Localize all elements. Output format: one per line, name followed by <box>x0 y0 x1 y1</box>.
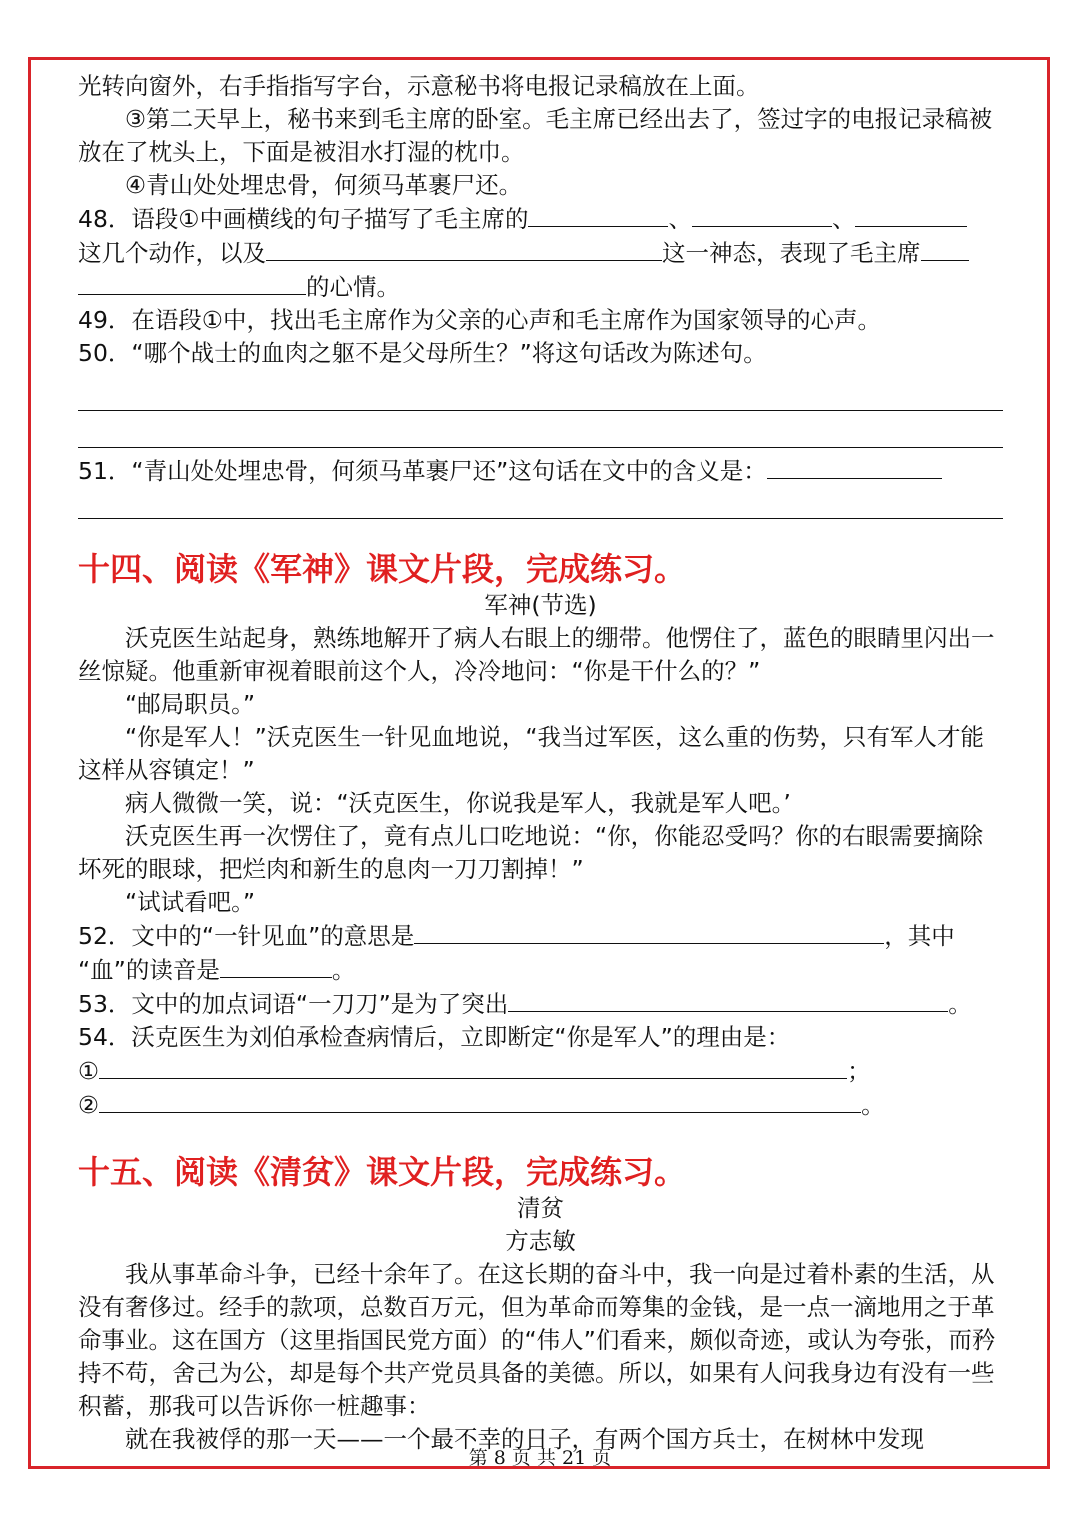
junshen-para-4: 病人微微一笑，说：“沃克医生，你说我是军人，我就是军人吧。’ <box>125 789 791 817</box>
section-15-title: 十五、阅读《清贫》课文片段，完成练习。 <box>78 1153 687 1191</box>
q48-blank-6[interactable] <box>78 270 306 295</box>
q48-sep-1: 、 <box>668 205 692 233</box>
q54-mark-1: ① <box>78 1057 100 1085</box>
q52-text-3: “血”的读音是 <box>78 956 220 984</box>
qingpin-para-2: 就在我被俘的那一天——一个最不幸的日子，有两个国方兵士，在树林中发现 <box>125 1425 924 1453</box>
q54-item-1 <box>78 1054 1003 1088</box>
q48-blank-2[interactable] <box>692 202 832 227</box>
q54-blank-1[interactable] <box>99 1054 847 1079</box>
junshen-para-2: “邮局职员。” <box>125 690 256 718</box>
q48-text-4: 的心情。 <box>306 273 400 301</box>
q52-text-1: 52．文中的“一针见血”的意思是 <box>78 922 415 950</box>
question-53 <box>78 987 1003 1021</box>
q48-text-1: 48．语段①中画横线的句子描写了毛主席的 <box>78 205 529 233</box>
junshen-para-3: “你是军人！”沃克医生一针见血地说，“我当过军医，这么重的伤势，只有军人才能这样从容镇定！” <box>78 723 985 784</box>
question-48 <box>78 202 1003 304</box>
q51-text: 51．“青山处处埋忠骨，何须马革裹尸还”这句话在文中的含义是： <box>78 457 767 485</box>
q51-blank[interactable] <box>767 454 942 479</box>
q48-sep-2: 、 <box>831 205 856 233</box>
q54-mark-2: ② <box>78 1091 100 1119</box>
q48-text-2: 这几个动作，以及 <box>78 239 266 267</box>
q52-blank-2[interactable] <box>220 953 332 978</box>
q52-blank-1[interactable] <box>414 919 884 944</box>
q52-text-4: 。 <box>331 956 356 984</box>
junshen-para-6: “试试看吧。” <box>125 888 256 916</box>
q54-end-1: ； <box>847 1057 871 1085</box>
passage-title-qingpin: 清贫 <box>517 1194 564 1222</box>
passage-author: 方志敏 <box>505 1227 576 1255</box>
q54-end-2: 。 <box>861 1091 885 1119</box>
passage-title-junshen: 军神(节选) <box>484 591 597 619</box>
q52-text-2: ，其中 <box>884 922 955 950</box>
q48-blank-3[interactable] <box>855 202 967 227</box>
q48-blank-4[interactable] <box>266 236 662 261</box>
junshen-para-1: 沃克医生站起身，熟练地解开了病人右眼上的绷带。他愣住了，蓝色的眼睛里闪出一丝惊疑。他重新审视着眼前这个人，冷冷地问：“你是干什么的？” <box>78 624 995 685</box>
passage-line-continued: 光转向窗外，右手指指写字台，示意秘书将电报记录稿放在上面。 <box>78 72 760 100</box>
q54-item-2 <box>78 1088 1003 1122</box>
passage-para-4: ④青山处处埋忠骨，何须马革裹尸还。 <box>125 171 523 199</box>
question-51 <box>78 454 1003 488</box>
q50-answer-line-2[interactable] <box>78 417 1003 448</box>
question-54: 54．沃克医生为刘伯承检查病情后，立即断定“你是军人”的理由是： <box>78 1023 791 1051</box>
worksheet-content <box>78 70 1003 1456</box>
question-52 <box>78 919 1003 987</box>
q48-blank-5[interactable] <box>921 236 969 261</box>
qingpin-para-1: 我从事革命斗争，已经十余年了。在这长期的奋斗中，我一向是过着朴素的生活，从没有奢侈过。经手的款项，总数百万元，但为革命而筹集的金钱，是一点一滴地用之于革命事业。这在国方（这里指国民党方面）的“伟人”们看来，颇似奇迹，或认为夸张，而矜持不苟，舍己为公，却是每个共产党员具备的美德。所以，如果有人问我身边有没有一些积蓄，那我可以告诉你一桩趣事： <box>78 1260 996 1420</box>
q53-blank[interactable] <box>508 987 948 1012</box>
q48-text-3: 这一神态，表现了毛主席 <box>662 239 921 267</box>
question-49: 49．在语段①中，找出毛主席作为父亲的心声和毛主席作为国家领导的心声。 <box>78 306 881 334</box>
q54-blank-2[interactable] <box>99 1088 861 1113</box>
q53-text-2: 。 <box>948 990 972 1018</box>
section-14-title: 十四、阅读《军神》课文片段，完成练习。 <box>78 550 687 588</box>
q50-answer-line-1[interactable] <box>78 380 1003 411</box>
question-50: 50．“哪个战士的血肉之躯不是父母所生？”将这句话改为陈述句。 <box>78 339 767 367</box>
junshen-para-5: 沃克医生再一次愣住了，竟有点儿口吃地说：“你，你能忍受吗？你的右眼需要摘除坏死的眼球，把烂肉和新生的息肉一刀刀割掉！” <box>78 822 984 883</box>
q53-text-1: 53．文中的加点词语“一刀刀”是为了突出 <box>78 990 509 1018</box>
q48-blank-1[interactable] <box>528 202 668 227</box>
q51-answer-line[interactable] <box>78 488 1003 519</box>
passage-para-3: ③第二天早上，秘书来到毛主席的卧室。毛主席已经出去了，签过字的电报记录稿被放在了枕头上，下面是被泪水打湿的枕巾。 <box>78 105 993 166</box>
page-number: 第 8 页 共 21 页 <box>468 1447 612 1469</box>
